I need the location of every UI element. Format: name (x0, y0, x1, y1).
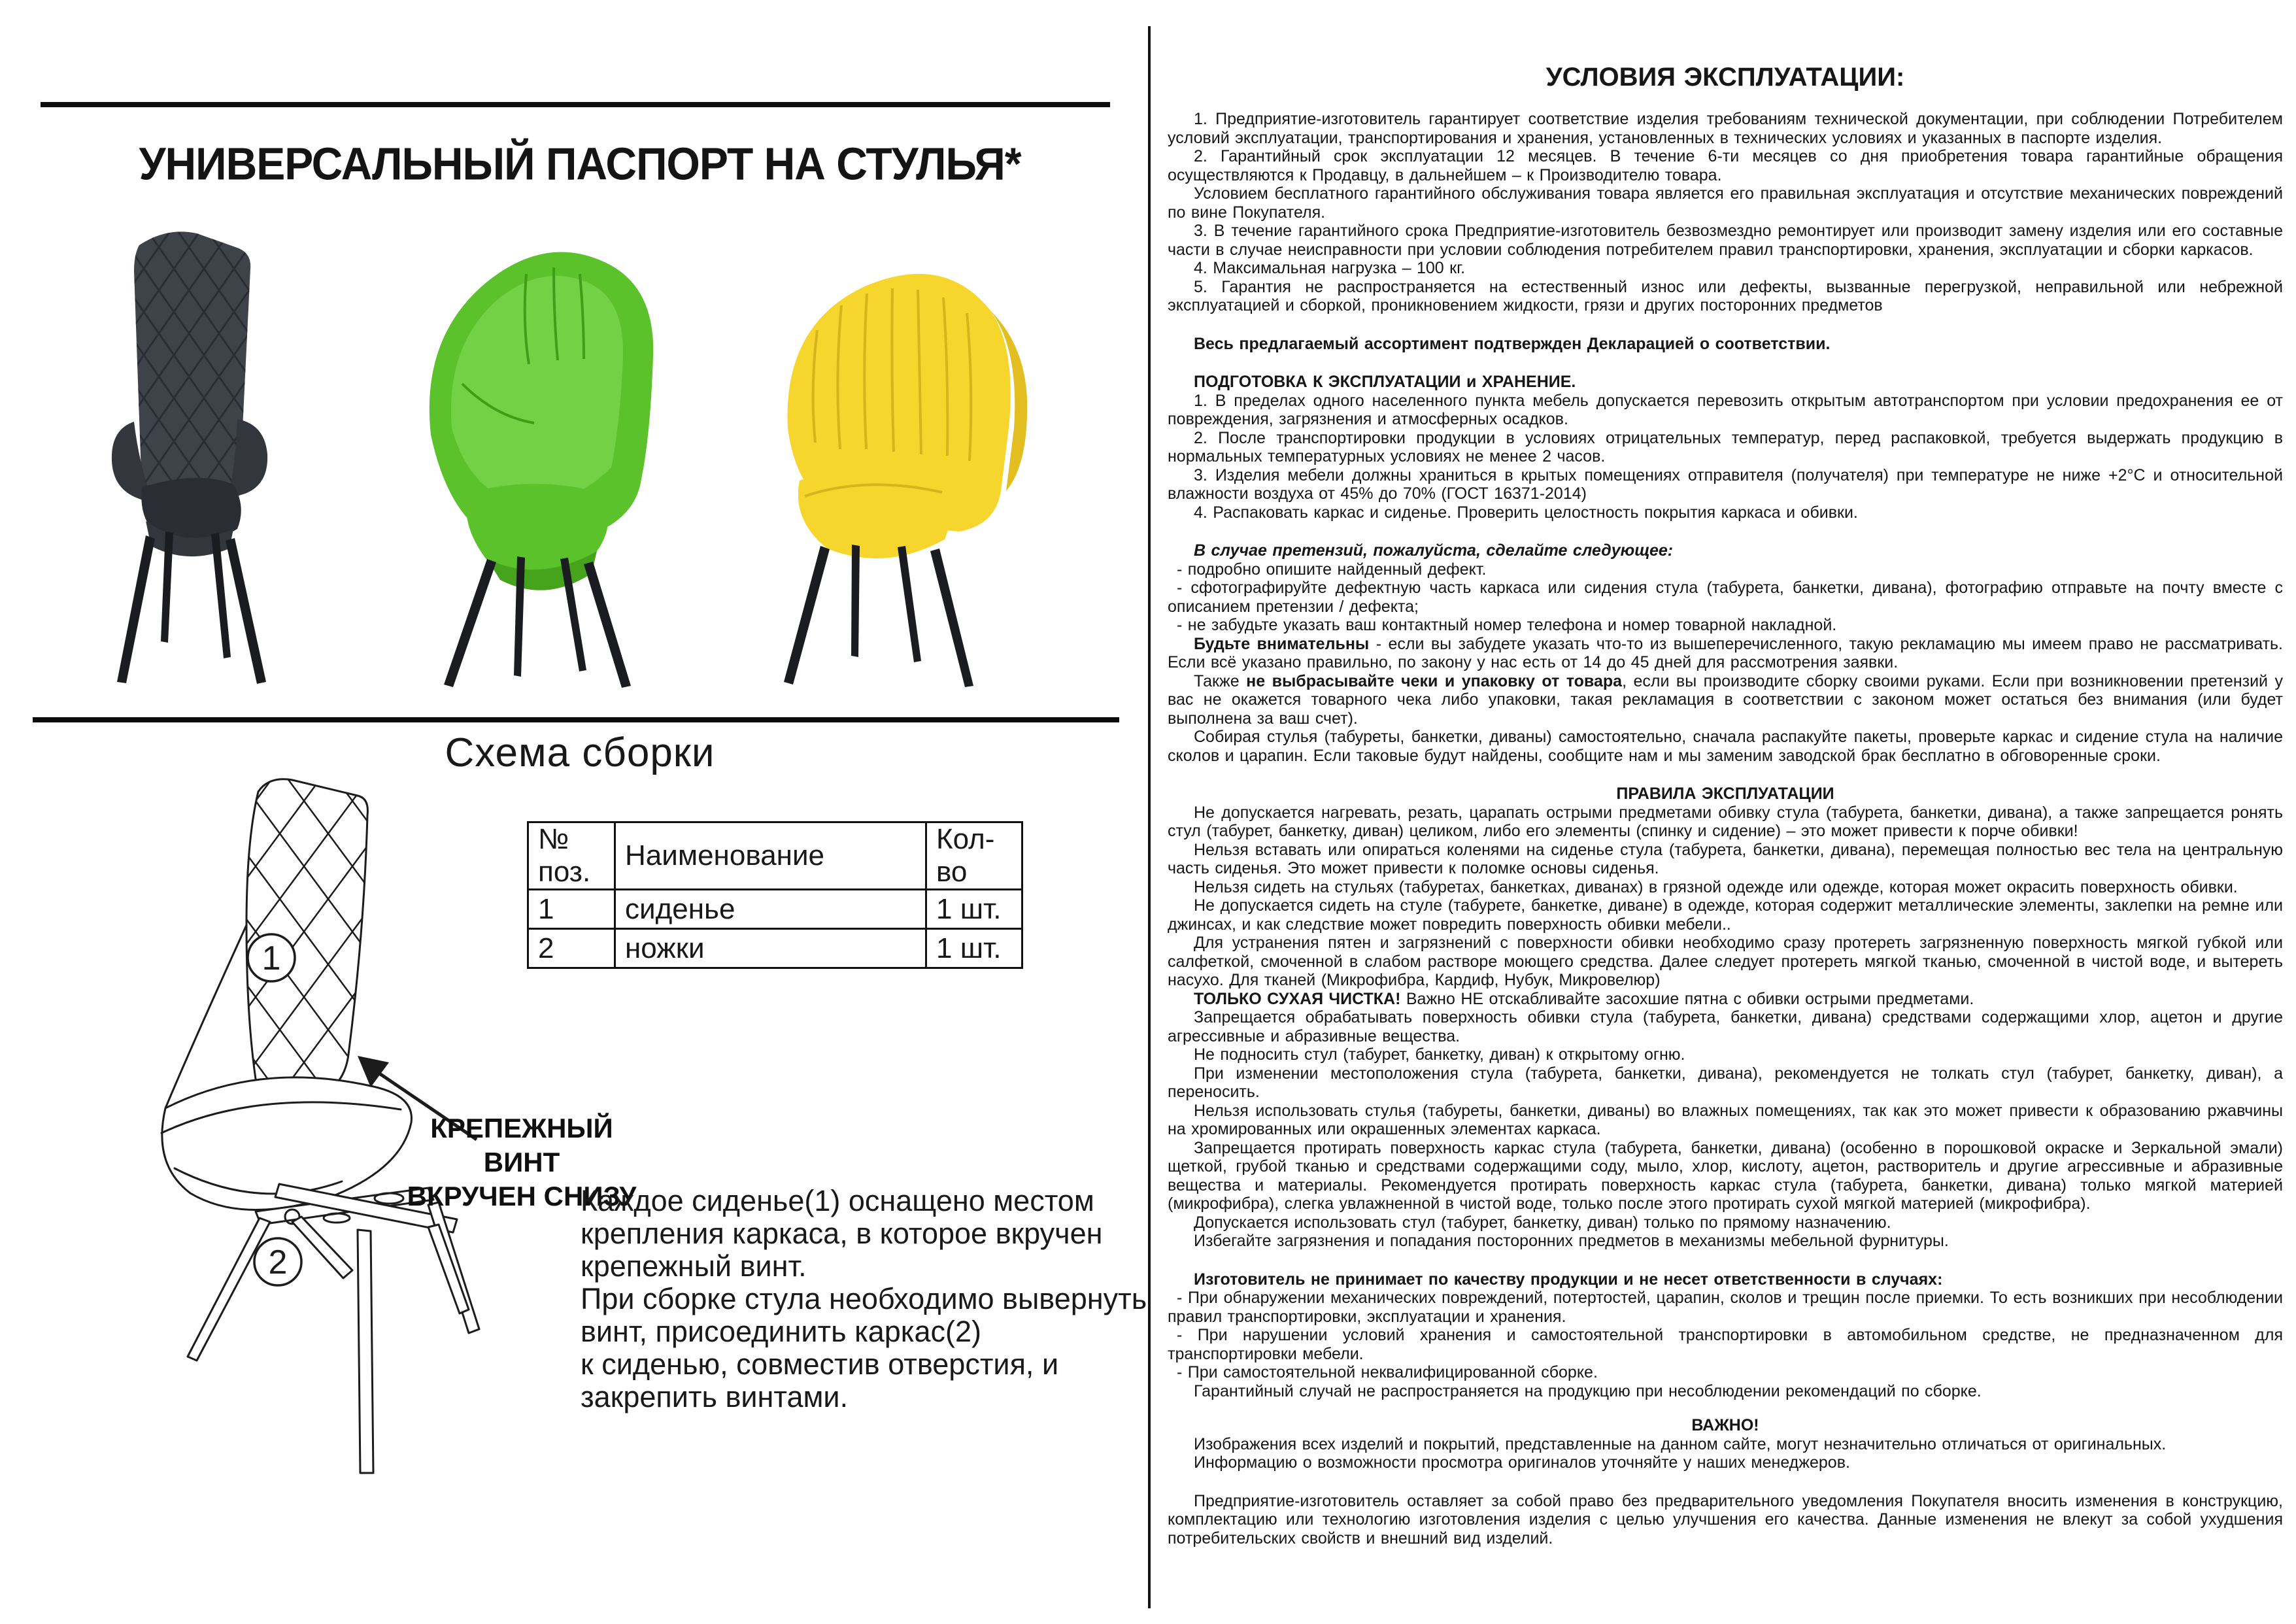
paragraph: Допускается использовать стул (табурет, банкетку, диван) только по прямому назначению. (1194, 1213, 1891, 1232)
paragraph: При изменении местоположения стула (табурета, банкетки, дивана), рекомендуется не толкать стул (табурет, банкетку, диван), а переносить. (1168, 1064, 2283, 1101)
table-row (528, 890, 1022, 929)
paragraph: 2. После транспортировки продукции в условиях отрицательных температур, перед распаковкой, требуется выдержать продукцию в нормальных температурных условиях не менее 2 часов. (1168, 428, 2283, 465)
terms-heading: УСЛОВИЯ ЭКСПЛУАТАЦИИ: (1545, 63, 1905, 92)
callout-line-2: ВКРУЧЕН СНИЗУ (407, 1181, 637, 1211)
diagram-legs-frame (188, 1184, 479, 1473)
claims-item: - подробно опишите найденный дефект. (1177, 560, 1487, 579)
note-line: винт, присоединить каркас(2) (581, 1315, 981, 1348)
note-line: закрепить винтами. (581, 1380, 849, 1413)
paragraph: 5. Гарантия не распространяется на естественный износ или дефекты, вызванные перегрузкой, неправильной или небрежной эксплуатацией и сборкой, проникновением жидкости, грязи и других посторонних предметов (1168, 277, 2283, 314)
callout-line-1: КРЕПЕЖНЫЙ ВИНТ (430, 1113, 613, 1177)
rules-heading: ПРАВИЛА ЭКСПЛУАТАЦИИ (1616, 785, 1834, 803)
paragraph: 4. Максимальная нагрузка – 100 кг. (1194, 259, 1466, 277)
paragraph (1168, 635, 2283, 672)
terms-column (1168, 63, 2283, 1548)
preparation-heading: ПОДГОТОВКА К ЭКСПЛУАТАЦИИ и ХРАНЕНИЕ. (1194, 373, 1576, 391)
paragraph: 3. Изделия мебели должны храниться в крытых помещениях отправителя (получателя) при температуре не ниже +2°С и относительной влажности воздуха от 45% до 70% (ГОСТ 16371-2014) (1168, 465, 2283, 503)
page-title: УНИВЕРСАЛЬНЫЙ ПАСПОРТ НА СТУЛЬЯ* (139, 138, 1021, 190)
liability-heading: Изготовитель не принимает по качеству продукции и не несет ответственности в случаях: (1194, 1270, 1943, 1289)
paragraph: Запрещается обрабатывать поверхность обивки стула (табурета, банкетки, дивана) средствами содержащими хлор, ацетон и другие агрессивные и абразивные вещества. (1168, 1008, 2283, 1045)
chair-seat (798, 470, 950, 558)
section-divider-line (33, 717, 1119, 722)
claims-item: - сфотографируйте дефектную часть каркаса или сидения стула (табурета, банкетки, дивана), фотографию отправьте на почту вместе с описанием претензии / дефекта; (1168, 579, 2283, 616)
note-line: крепежный винт. (581, 1249, 807, 1283)
paragraph (1168, 672, 2283, 728)
paragraph: Не подносить стул (табурет, банкетку, диван) к открытому огню. (1194, 1045, 1685, 1064)
label-1: 1 (262, 939, 281, 977)
bold-lead: ТОЛЬКО СУХАЯ ЧИСТКА! (1194, 989, 1401, 1008)
paragraph: Избегайте загрязнения и попадания посторонних предметов в механизмы мебельной фурнитуры. (1194, 1232, 1949, 1250)
claims-item: - не забудьте указать ваш контактный номер телефона и номер товарной накладной. (1177, 616, 1837, 634)
cell-name: сиденье (615, 890, 926, 929)
liability-item: - При обнаружении механических повреждений, потертостей, царапин, сколов и трещин после приемки. То есть возникших при несоблюдении правил транспортировки, эксплуатации и хранения. (1168, 1289, 2283, 1326)
cell-pos: 1 (528, 890, 615, 929)
note-line: При сборке стула необходимо вывернуть (581, 1282, 1147, 1315)
bold-lead: Будьте внимательны (1194, 634, 1370, 653)
chair-legs (784, 545, 973, 687)
arrow-head (358, 1056, 389, 1087)
claims-heading: В случае претензий, пожалуйста, сделайте следующее: (1194, 541, 1674, 560)
declaration-note: Весь предлагаемый ассортимент подтвержден Декларацией о соответствии. (1194, 334, 1831, 353)
table-row (528, 929, 1022, 968)
header-qty: Кол-во (926, 822, 1022, 890)
paragraph: Нельзя вставать или опираться коленями на сиденье стула (табурета, банкетки, дивана), перемещая полностью вес тела на центральную часть сиденья. Это может привести к поломке основы сиденья. (1168, 840, 2283, 877)
paragraph-text: Важно НЕ отскабливайте засохшие пятна с обивки острыми предметами. (1400, 989, 1974, 1008)
dark-grey-chair-image (69, 226, 343, 693)
paragraph: Не допускается нагревать, резать, царапать острыми предметами обивку стула (табурета, банкетки, дивана), а также запрещается ронять стул (табурет, банкетку, диван) целиком, либо его элементы (спинку и сидение) – это может привести к порче обивки! (1168, 803, 2283, 840)
paragraph: Информацию о возможности просмотра оригиналов уточняйте у наших менеджеров. (1194, 1453, 1850, 1472)
green-chair-image (389, 219, 703, 696)
parts-table (527, 821, 1023, 969)
frame-leg-left (188, 1218, 270, 1361)
note-line: Каждое сиденье(1) оснащено местом (581, 1184, 1094, 1217)
frame-leg-center (358, 1230, 373, 1473)
paragraph: 2. Гарантийный срок эксплуатации 12 месяцев. В течение 6-ти месяцев со дня приобретения товара гарантийные обращения осуществляются к Продавцу, в дальнейшем – к Производителю товара. (1168, 147, 2283, 184)
paragraph: Нельзя использовать стулья (табуреты, банкетки, диваны) во влажных помещениях, так как это может привести к образованию ржавчины на хромированных или окрашенных элементах каркаса. (1168, 1101, 2283, 1138)
paragraph-text: Также (1194, 671, 1247, 690)
paragraph: Изображения всех изделий и покрытий, представленные на данном сайте, могут незначительно отличаться от оригинальных. (1194, 1434, 2167, 1453)
paragraph: Собирая стулья (табуреты, банкетки, диваны) самостоятельно, сначала распакуйте пакеты, проверьте каркас и сидение стула на наличие сколов и царапин. Если таковые будут найдены, сообщите нам и мы заменим заводской брак бесплатно в обговоренные сроки. (1168, 728, 2283, 765)
cell-qty: 1 шт. (926, 929, 1022, 968)
yellow-chair-image (742, 232, 1036, 693)
paragraph: 4. Распаковать каркас и сиденье. Проверить целостность покрытия каркаса и обивки. (1194, 503, 1858, 522)
label-2: 2 (268, 1243, 288, 1281)
note-line: к сиденью, совместив отверстия, и (581, 1347, 1059, 1381)
header-name: Наименование (615, 822, 926, 890)
paragraph-text: - если вы забудете указать что-то из вышеперечисленного, такую рекламацию мы имеем право не рассматривать. Если всё указано правильно, по закону у нас есть от 14 до 45 дней для рассмотрения заявки. (1168, 634, 2283, 671)
table-header-row (528, 822, 1022, 890)
paragraph: Запрещается протирать поверхность каркас стула (табурета, банкетки, дивана) (особенно в порошковой окраске и Зеркальной эмали) щеткой, грубой тканью и средствами содержащими соду, мыло, хлор, кислоту, ацетон, растворитель и другие агрессивные и абразивные вещества и материалы. Рекомендуется протирать поверхность каркас стула (табурета, банкетки, дивана) только мягкой материей (микрофибра), слегка увлажненной в чистой воде, только после этого протирать сухой мягкой материей (микрофибра). (1168, 1138, 2283, 1213)
top-divider-line (41, 102, 1110, 107)
paragraph-text: , если вы производите сборку своими руками. Если при возникновении претензий у вас не окажется товарного чека либо упаковки, такая рекламация в соответствии с законом может остаться без внимания (или будет выполнена за ваш счет). (1168, 671, 2284, 728)
paragraph: Условием бесплатного гарантийного обслуживания товара является его правильная эксплуатация и отсутствие механических повреждений по вине Покупателя. (1168, 184, 2283, 222)
note-line: крепления каркаса, в которое вкручен (581, 1217, 1103, 1250)
paragraph: 3. В течение гарантийного срока Предприятие-изготовитель безвозмездно ремонтирует или производит замену изделия или его составные части в случае неисправности при условии соблюдения потребителем правил транспортировки, хранения, эксплуатации и сборки каркасов. (1168, 222, 2283, 259)
assembly-note (581, 1185, 1156, 1413)
header-pos: № поз. (528, 822, 615, 890)
liability-item: - При нарушении условий хранения и самостоятельной транспортировки в автомобильном средстве, не предназначенном для транспортировки мебели. (1168, 1326, 2283, 1363)
bold-lead: не выбрасывайте чеки и упаковку от товара (1246, 671, 1623, 690)
cell-qty: 1 шт. (926, 890, 1022, 929)
paragraph: Предприятие-изготовитель оставляет за собой право без предварительного уведомления Покупателя вносить изменения в конструкцию, комплектацию или технологию изготовления изделия с целью улучшения его качества. Данные изменения не влекут за собой ухудшения потребительских свойств и внешний вид изделий. (1168, 1491, 2283, 1548)
assembly-heading: Схема сборки (445, 730, 715, 775)
paragraph: 1. В пределах одного населенного пункта мебель допускается перевозить открытым автотранспортом при условии предохранения ее от повреждения, загрязнения и атмосферных осадков. (1168, 391, 2283, 428)
diagram-back-side-line (165, 925, 246, 1108)
important-heading: ВАЖНО! (1691, 1416, 1759, 1434)
liability-item: - При самостоятельной неквалифицированной сборке. (1177, 1363, 1598, 1381)
cell-pos: 2 (528, 929, 615, 968)
paragraph: Для устранения пятен и загрязнений с поверхности обивки необходимо сразу протереть загрязненную поверхность мягкой губкой или салфеткой, смоченной в слабом растворе моющего средства. Далее следует протереть мягкой тканью, смоченной в чистой воде, и вытереть насухо. Для тканей (Микрофибра, Кардиф, Нубук, Микровелюр) (1168, 934, 2283, 989)
paragraph (1168, 990, 2283, 1009)
screw-hole-2 (324, 1213, 350, 1223)
paragraph: 1. Предприятие-изготовитель гарантирует соответствие изделия требованиям технической документации, при соблюдении Потребителем условий эксплуатации, транспортирования и хранения, установленных в технических условиях и указанных в паспорте изделия. (1168, 110, 2283, 147)
paragraph: Гарантийный случай не распространяется на продукцию при несоблюдении рекомендаций по сборке. (1194, 1381, 1982, 1400)
cell-name: ножки (615, 929, 926, 968)
paragraph: Не допускается сидеть на стуле (табурете, банкетке, диване) в одежде, которая содержит металлические элементы, заклепки на ремне или джинсах, и как следствие может повредить поверхность обивки мебели.. (1168, 896, 2283, 934)
paragraph: Нельзя сидеть на стульях (табуретах, банкетках, диванах) в грязной одежде или одежде, которая может окрасить поверхность обивки. (1194, 877, 2238, 896)
